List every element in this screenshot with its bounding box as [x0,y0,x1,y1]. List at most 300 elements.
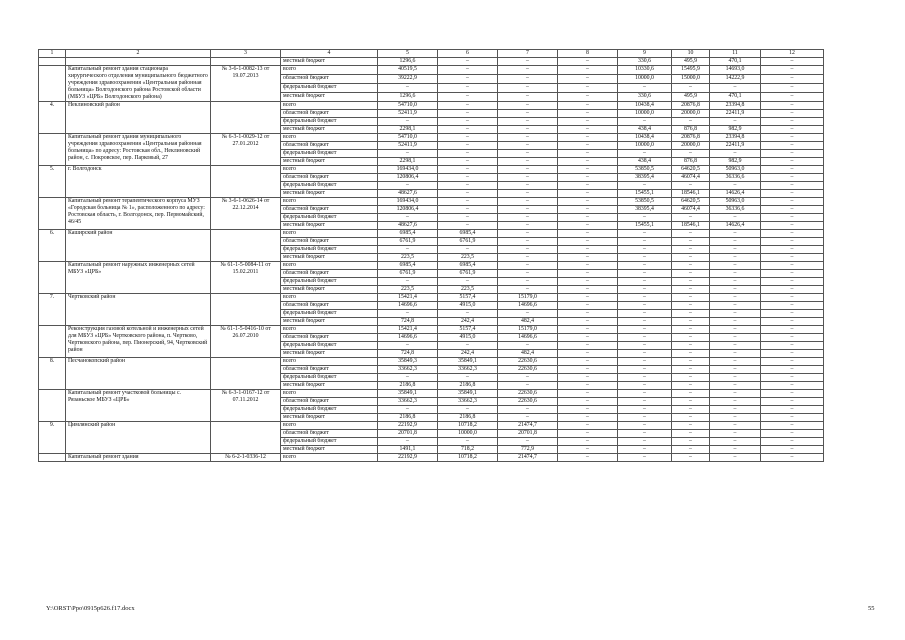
amount-cell: 724,8 [378,349,438,357]
funding-source: местный бюджет [281,253,378,261]
amount-cell: 15179,0 [498,325,558,333]
item-number: 7. [39,293,66,325]
amount-cell: – [558,141,618,149]
amount-cell: – [558,429,618,437]
item-number: 4. [39,101,66,133]
amount-cell: 5157,4 [438,293,498,301]
amount-cell: – [558,397,618,405]
amount-cell: – [558,317,618,325]
column-number: 3 [211,50,281,58]
amount-cell: – [761,277,824,285]
amount-cell: – [761,437,824,445]
object-name: Капитальный ремонт наружных инженерных сетей МБУЗ «ЦРБ» [66,261,211,293]
amount-cell: 2298,1 [378,157,438,165]
amount-cell: – [672,245,710,253]
amount-cell: 6761,9 [438,237,498,245]
amount-cell: 14626,4 [710,221,761,229]
amount-cell: 39222,9 [378,74,438,83]
amount-cell: 48627,6 [378,189,438,197]
amount-cell: – [761,92,824,101]
amount-cell: – [498,58,558,66]
amount-cell: – [618,413,672,421]
amount-cell: – [558,285,618,293]
funding-source: областной бюджет [281,269,378,277]
object-name: Неклиновский район [66,101,211,133]
item-number: 5. [39,165,66,197]
amount-cell: 36336,6 [710,173,761,181]
amount-cell: – [498,165,558,173]
amount-cell: – [438,277,498,285]
amount-cell: – [761,381,824,389]
amount-cell: – [761,349,824,357]
amount-cell: – [672,437,710,445]
amount-cell: – [438,197,498,205]
amount-cell: – [710,317,761,325]
funding-source: всего [281,197,378,205]
funding-source: федеральный бюджет [281,181,378,189]
expertise-code [211,293,281,325]
amount-cell: 20876,8 [672,101,710,109]
amount-cell: – [761,66,824,75]
object-name: Капитальный ремонт здания муниципального учреждения здравоохранения «Центральная районная больница» по адресу: Ростовская обл., Неклиновский район, с. Покровское, пер. Парковый, 27 [66,133,211,165]
amount-cell: – [761,245,824,253]
amount-cell: – [710,301,761,309]
amount-cell: – [558,373,618,381]
amount-cell: – [498,213,558,221]
amount-cell: – [498,117,558,125]
amount-cell: – [438,125,498,133]
amount-cell: – [761,83,824,92]
amount-cell: – [498,285,558,293]
amount-cell: – [618,317,672,325]
object-name: Капитальный ремонт терапевтического корпуса МУЗ «Городская больница № 1», расположенного по адресу: Ростовская область, г. Волгодонск, пер. Первомайский, 46/45 [66,197,211,229]
expertise-code [211,421,281,453]
amount-cell: – [558,117,618,125]
amount-cell: – [438,173,498,181]
amount-cell: – [438,205,498,213]
item-number [39,197,66,229]
amount-cell: 35849,1 [438,389,498,397]
funding-source: всего [281,453,378,461]
amount-cell: 4915,0 [438,301,498,309]
funding-source: федеральный бюджет [281,277,378,285]
amount-cell: – [710,277,761,285]
amount-cell: – [438,83,498,92]
amount-cell: 38395,4 [618,173,672,181]
object-name: Цимлянский район [66,421,211,453]
amount-cell: – [672,317,710,325]
amount-cell: – [558,101,618,109]
amount-cell: – [710,349,761,357]
amount-cell: – [672,373,710,381]
amount-cell: 6985,4 [378,229,438,237]
amount-cell: – [558,309,618,317]
amount-cell: – [710,445,761,453]
amount-cell: – [672,445,710,453]
funding-source: местный бюджет [281,221,378,229]
funding-source: всего [281,261,378,269]
amount-cell: 52411,9 [378,109,438,117]
amount-cell: – [710,437,761,445]
amount-cell: – [618,301,672,309]
column-number: 5 [378,50,438,58]
amount-cell: – [438,74,498,83]
amount-cell: – [498,197,558,205]
amount-cell: – [710,365,761,373]
amount-cell: 120806,4 [378,205,438,213]
expertise-code: № 3-6-1-0082-13 от 19.07.2013 [211,66,281,102]
amount-cell: – [618,453,672,461]
amount-cell: 495,9 [672,92,710,101]
amount-cell: 223,5 [438,253,498,261]
item-number [39,325,66,357]
amount-cell: – [498,74,558,83]
expertise-code: № 61-1-5-0084-11 от 15.02.2011 [211,261,281,293]
amount-cell: 33662,3 [438,397,498,405]
amount-cell: – [438,149,498,157]
funding-source: федеральный бюджет [281,309,378,317]
amount-cell: 64620,5 [672,197,710,205]
amount-cell: – [710,421,761,429]
funding-source: всего [281,229,378,237]
amount-cell: – [558,205,618,213]
funding-source: местный бюджет [281,349,378,357]
amount-cell: – [378,83,438,92]
amount-cell: 438,4 [618,157,672,165]
object-name: Чертковский район [66,293,211,325]
table-row [39,66,824,75]
amount-cell: 20000,0 [672,109,710,117]
funding-source: федеральный бюджет [281,373,378,381]
amount-cell: – [558,165,618,173]
amount-cell: – [498,66,558,75]
amount-cell: – [761,413,824,421]
amount-cell: – [558,437,618,445]
amount-cell: 15421,4 [378,325,438,333]
amount-cell: – [710,181,761,189]
amount-cell: 10438,4 [618,133,672,141]
table-row [39,133,824,141]
amount-cell: – [618,269,672,277]
amount-cell: – [618,83,672,92]
table-row [39,325,824,333]
amount-cell: – [672,269,710,277]
amount-cell: – [378,277,438,285]
amount-cell: – [618,341,672,349]
amount-cell: 982,9 [710,157,761,165]
table-row [39,389,824,397]
amount-cell: – [761,405,824,413]
amount-cell: 6985,4 [438,229,498,237]
amount-cell: 22630,6 [498,397,558,405]
column-number: 6 [438,50,498,58]
amount-cell: 14222,9 [710,74,761,83]
amount-cell: – [378,437,438,445]
funding-source: областной бюджет [281,365,378,373]
amount-cell: – [710,397,761,405]
object-name [66,58,211,66]
amount-cell: – [710,293,761,301]
funding-source: областной бюджет [281,205,378,213]
amount-cell: 22411,9 [710,109,761,117]
amount-cell: 54710,0 [378,101,438,109]
amount-cell: – [710,117,761,125]
amount-cell: – [710,269,761,277]
amount-cell: – [672,261,710,269]
amount-cell: – [558,125,618,133]
amount-cell: – [558,157,618,165]
amount-cell: – [618,285,672,293]
amount-cell: 772,9 [498,445,558,453]
funding-source: местный бюджет [281,157,378,165]
amount-cell: – [761,221,824,229]
amount-cell: 14696,6 [378,333,438,341]
amount-cell: 22411,9 [710,141,761,149]
amount-cell: – [672,333,710,341]
column-number: 4 [281,50,378,58]
amount-cell: – [618,357,672,365]
amount-cell: – [558,365,618,373]
amount-cell: – [710,229,761,237]
amount-cell: – [558,413,618,421]
amount-cell: – [498,141,558,149]
amount-cell: – [710,213,761,221]
funding-source: местный бюджет [281,317,378,325]
funding-source: областной бюджет [281,397,378,405]
amount-cell: 14696,6 [378,301,438,309]
amount-cell: 21474,7 [498,453,558,461]
amount-cell: – [618,261,672,269]
amount-cell: – [558,357,618,365]
amount-cell: – [618,149,672,157]
amount-cell: 1491,1 [378,445,438,453]
amount-cell: 64620,5 [672,165,710,173]
amount-cell: 6761,9 [378,237,438,245]
amount-cell: – [558,405,618,413]
amount-cell: – [498,101,558,109]
amount-cell: – [672,149,710,157]
amount-cell: – [438,213,498,221]
table-row [39,229,824,237]
amount-cell: – [761,269,824,277]
object-name: Капитальный ремонт участковой больницы с. Рязаньское МБУЗ «ЦРБ» [66,389,211,421]
funding-source: федеральный бюджет [281,405,378,413]
amount-cell: – [618,325,672,333]
amount-cell: – [558,389,618,397]
amount-cell: – [618,253,672,261]
object-name: Реконструкция газовой котельной и инженерных сетей для МБУЗ «ЦРБ» Чертковского района, п. Чертково, Чертковского района, пер. Пионерский, 94, Чертковский район [66,325,211,357]
funding-source: федеральный бюджет [281,213,378,221]
page-number: 55 [868,605,875,612]
amount-cell: – [558,237,618,245]
amount-cell: – [672,181,710,189]
amount-cell: – [498,309,558,317]
amount-cell: – [558,83,618,92]
amount-cell: – [498,373,558,381]
funding-source: областной бюджет [281,109,378,117]
funding-source: областной бюджет [281,333,378,341]
amount-cell: 20000,0 [672,141,710,149]
amount-cell: – [498,381,558,389]
amount-cell: 15455,1 [618,189,672,197]
funding-source: областной бюджет [281,429,378,437]
column-number: 8 [558,50,618,58]
amount-cell: – [761,389,824,397]
funding-source: местный бюджет [281,189,378,197]
funding-source: федеральный бюджет [281,149,378,157]
object-name: Капитальный ремонт здания стационара хирургического отделения муниципального бюджетного учреждения здравоохранения «Центральная районная больница» Волгодонского района Ростовской области (МБУЗ «ЦРБ» Волгодонского района) [66,66,211,102]
amount-cell: – [761,373,824,381]
amount-cell: 10718,2 [438,421,498,429]
amount-cell: – [558,149,618,157]
amount-cell: 6761,9 [378,269,438,277]
amount-cell: – [498,125,558,133]
amount-cell: 10000,0 [438,429,498,437]
expertise-code [211,101,281,133]
amount-cell: – [438,141,498,149]
funding-source: федеральный бюджет [281,437,378,445]
funding-source: местный бюджет [281,125,378,133]
amount-cell: – [672,117,710,125]
amount-cell: – [710,237,761,245]
amount-cell: 22192,9 [378,453,438,461]
amount-cell: – [558,197,618,205]
amount-cell: – [618,373,672,381]
amount-cell: – [761,293,824,301]
amount-cell: – [672,277,710,285]
object-name: Капитальный ремонт здания [66,453,211,461]
amount-cell: – [761,181,824,189]
amount-cell: – [710,333,761,341]
amount-cell: – [558,301,618,309]
amount-cell: – [761,429,824,437]
amount-cell: – [498,109,558,117]
amount-cell: – [498,261,558,269]
amount-cell: – [710,405,761,413]
amount-cell: – [761,261,824,269]
amount-cell: – [498,413,558,421]
amount-cell: 4915,0 [438,333,498,341]
amount-cell: – [672,229,710,237]
amount-cell: – [498,229,558,237]
amount-cell: 18546,1 [672,221,710,229]
amount-cell: 482,4 [498,317,558,325]
funding-source: областной бюджет [281,141,378,149]
amount-cell: – [498,205,558,213]
amount-cell: – [710,413,761,421]
amount-cell: – [438,92,498,101]
amount-cell: – [710,83,761,92]
amount-cell: – [761,365,824,373]
table-row [39,453,824,461]
amount-cell: – [761,117,824,125]
amount-cell: 876,8 [672,157,710,165]
amount-cell: – [618,397,672,405]
amount-cell: 223,5 [378,285,438,293]
amount-cell: – [558,74,618,83]
amount-cell: – [761,74,824,83]
amount-cell: 20701,8 [498,429,558,437]
amount-cell: 21474,7 [498,421,558,429]
item-number [39,66,66,102]
expertise-code [211,165,281,197]
amount-cell: – [558,277,618,285]
amount-cell: – [498,277,558,285]
table-row [39,357,824,365]
funding-source: местный бюджет [281,285,378,293]
amount-cell: 15455,1 [618,221,672,229]
amount-cell: – [761,173,824,181]
amount-cell: – [761,229,824,237]
amount-cell: – [618,333,672,341]
amount-cell: – [710,429,761,437]
amount-cell: – [672,421,710,429]
amount-cell: – [761,357,824,365]
amount-cell: 23394,8 [710,133,761,141]
expertise-code: № 6-3-1-0167-12 от 07.11.2012 [211,389,281,421]
amount-cell: – [710,245,761,253]
budget-table [38,49,824,462]
amount-cell: 14696,6 [498,301,558,309]
amount-cell: – [618,405,672,413]
amount-cell: 15000,0 [672,74,710,83]
amount-cell: 724,8 [378,317,438,325]
amount-cell: – [618,381,672,389]
table-row [39,101,824,109]
amount-cell: – [558,181,618,189]
column-number-row [39,50,824,58]
amount-cell: – [672,357,710,365]
amount-cell: 46074,4 [672,173,710,181]
amount-cell: 982,9 [710,125,761,133]
amount-cell: – [672,341,710,349]
amount-cell: – [710,341,761,349]
amount-cell: – [498,253,558,261]
amount-cell: – [710,149,761,157]
amount-cell: 50963,0 [710,165,761,173]
funding-source: всего [281,101,378,109]
amount-cell: – [672,309,710,317]
amount-cell: – [438,189,498,197]
amount-cell: – [558,261,618,269]
amount-cell: – [438,58,498,66]
amount-cell: – [761,341,824,349]
amount-cell: – [761,285,824,293]
amount-cell: – [672,83,710,92]
amount-cell: – [761,125,824,133]
amount-cell: – [618,293,672,301]
column-number: 9 [618,50,672,58]
amount-cell: – [761,189,824,197]
amount-cell: – [498,237,558,245]
amount-cell: – [558,109,618,117]
amount-cell: – [378,373,438,381]
amount-cell: – [618,445,672,453]
column-number: 11 [710,50,761,58]
column-number: 10 [672,50,710,58]
amount-cell: – [438,181,498,189]
amount-cell: – [618,117,672,125]
column-number: 12 [761,50,824,58]
amount-cell: – [761,197,824,205]
funding-source: местный бюджет [281,58,378,66]
table-row [39,58,824,66]
amount-cell: 35849,3 [378,357,438,365]
amount-cell: – [438,157,498,165]
funding-source: местный бюджет [281,92,378,101]
amount-cell: – [498,92,558,101]
amount-cell: – [618,349,672,357]
